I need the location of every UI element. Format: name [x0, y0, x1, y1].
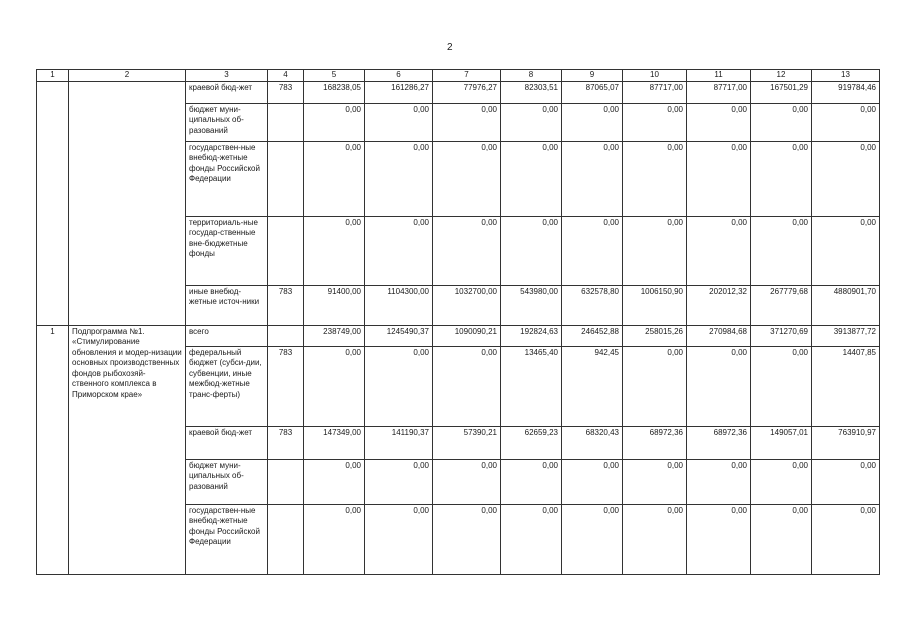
- column-header-6: 6: [365, 70, 433, 82]
- amount-cell-col-11: 202012,32: [687, 285, 751, 325]
- amount-cell-col-8: 62659,23: [501, 426, 562, 459]
- column-header-13: 13: [812, 70, 880, 82]
- column-header-5: 5: [304, 70, 365, 82]
- amount-cell-col-9: 632578,80: [562, 285, 623, 325]
- amount-cell-col-13: 14407,85: [812, 346, 880, 426]
- program-name-cell: Подпрограмма №1. «Стимулирование обновления и модер-низации основных производственных фондов рыбохозяй-ственного комплекса в Приморском крае»: [69, 325, 186, 574]
- budget-code-cell: [268, 325, 304, 346]
- amount-cell-col-13: 763910,97: [812, 426, 880, 459]
- amount-cell-col-13: 4880901,70: [812, 285, 880, 325]
- amount-cell-col-10: 68972,36: [623, 426, 687, 459]
- funding-source-cell: бюджет муни-ципальных об-разований: [186, 103, 268, 141]
- amount-cell-col-12: 371270,69: [751, 325, 812, 346]
- amount-cell-col-13: 919784,46: [812, 81, 880, 103]
- budget-code-cell: 783: [268, 426, 304, 459]
- funding-source-cell: всего: [186, 325, 268, 346]
- amount-cell-col-9: 942,45: [562, 346, 623, 426]
- table-header: [37, 70, 880, 82]
- funding-source-cell: федеральный бюджет (субси-дии, субвенции, иные межбюд-жетные транс-ферты): [186, 346, 268, 426]
- column-header-4: 4: [268, 70, 304, 82]
- amount-cell-col-12: 267779,68: [751, 285, 812, 325]
- amount-cell-col-12: 0,00: [751, 459, 812, 504]
- amount-cell-col-8: 82303,51: [501, 81, 562, 103]
- amount-cell-col-13: 3913877,72: [812, 325, 880, 346]
- budget-code-cell: 783: [268, 81, 304, 103]
- amount-cell-col-8: 543980,00: [501, 285, 562, 325]
- amount-cell-col-9: 0,00: [562, 459, 623, 504]
- amount-cell-col-7: 57390,21: [433, 426, 501, 459]
- row-number-cell: 1: [37, 325, 69, 574]
- amount-cell-col-9: 68320,43: [562, 426, 623, 459]
- amount-cell-col-5: 168238,05: [304, 81, 365, 103]
- amount-cell-col-6: 0,00: [365, 216, 433, 285]
- column-header-1: 1: [37, 70, 69, 82]
- amount-cell-col-6: 1104300,00: [365, 285, 433, 325]
- row-number-cell: [37, 81, 69, 325]
- budget-code-cell: [268, 141, 304, 216]
- amount-cell-col-8: 0,00: [501, 459, 562, 504]
- amount-cell-col-6: 1245490,37: [365, 325, 433, 346]
- amount-cell-col-12: 0,00: [751, 216, 812, 285]
- amount-cell-col-9: 246452,88: [562, 325, 623, 346]
- amount-cell-col-5: 0,00: [304, 346, 365, 426]
- amount-cell-col-8: 0,00: [501, 141, 562, 216]
- amount-cell-col-9: 0,00: [562, 103, 623, 141]
- column-header-11: 11: [687, 70, 751, 82]
- amount-cell-col-10: 258015,26: [623, 325, 687, 346]
- amount-cell-col-12: 0,00: [751, 103, 812, 141]
- amount-cell-col-7: 0,00: [433, 346, 501, 426]
- amount-cell-col-8: 0,00: [501, 216, 562, 285]
- amount-cell-col-6: 161286,27: [365, 81, 433, 103]
- amount-cell-col-10: 0,00: [623, 103, 687, 141]
- amount-cell-col-10: 0,00: [623, 504, 687, 574]
- amount-cell-col-9: 0,00: [562, 504, 623, 574]
- amount-cell-col-12: 0,00: [751, 141, 812, 216]
- page-number: 2: [447, 42, 453, 53]
- column-header-3: 3: [186, 70, 268, 82]
- column-header-8: 8: [501, 70, 562, 82]
- amount-cell-col-9: 87065,07: [562, 81, 623, 103]
- budget-code-cell: [268, 459, 304, 504]
- amount-cell-col-5: 147349,00: [304, 426, 365, 459]
- amount-cell-col-7: 0,00: [433, 141, 501, 216]
- amount-cell-col-5: 0,00: [304, 141, 365, 216]
- amount-cell-col-5: 0,00: [304, 216, 365, 285]
- amount-cell-col-6: 141190,37: [365, 426, 433, 459]
- amount-cell-col-7: 0,00: [433, 459, 501, 504]
- amount-cell-col-11: 0,00: [687, 459, 751, 504]
- funding-source-cell: краевой бюд-жет: [186, 81, 268, 103]
- budget-code-cell: 783: [268, 285, 304, 325]
- amount-cell-col-5: 0,00: [304, 504, 365, 574]
- amount-cell-col-8: 13465,40: [501, 346, 562, 426]
- amount-cell-col-13: 0,00: [812, 141, 880, 216]
- budget-code-cell: [268, 216, 304, 285]
- amount-cell-col-11: 0,00: [687, 216, 751, 285]
- amount-cell-col-11: 0,00: [687, 504, 751, 574]
- column-header-7: 7: [433, 70, 501, 82]
- amount-cell-col-8: 0,00: [501, 103, 562, 141]
- amount-cell-col-11: 68972,36: [687, 426, 751, 459]
- amount-cell-col-12: 0,00: [751, 504, 812, 574]
- amount-cell-col-8: 0,00: [501, 504, 562, 574]
- amount-cell-col-11: 87717,00: [687, 81, 751, 103]
- column-header-12: 12: [751, 70, 812, 82]
- program-name-cell: [69, 81, 186, 325]
- amount-cell-col-7: 1090090,21: [433, 325, 501, 346]
- amount-cell-col-10: 0,00: [623, 216, 687, 285]
- amount-cell-col-13: 0,00: [812, 504, 880, 574]
- table-body: [37, 81, 880, 574]
- amount-cell-col-6: 0,00: [365, 103, 433, 141]
- budget-code-cell: [268, 504, 304, 574]
- amount-cell-col-11: 0,00: [687, 346, 751, 426]
- amount-cell-col-13: 0,00: [812, 216, 880, 285]
- amount-cell-col-5: 0,00: [304, 459, 365, 504]
- funding-source-cell: государствен-ные внебюд-жетные фонды Российской Федерации: [186, 141, 268, 216]
- amount-cell-col-6: 0,00: [365, 459, 433, 504]
- amount-cell-col-7: 0,00: [433, 103, 501, 141]
- amount-cell-col-7: 77976,27: [433, 81, 501, 103]
- budget-table: [36, 69, 880, 575]
- amount-cell-col-6: 0,00: [365, 504, 433, 574]
- amount-cell-col-11: 270984,68: [687, 325, 751, 346]
- amount-cell-col-11: 0,00: [687, 103, 751, 141]
- amount-cell-col-5: 238749,00: [304, 325, 365, 346]
- funding-source-cell: государствен-ные внебюд-жетные фонды Российской Федерации: [186, 504, 268, 574]
- table-row: [37, 81, 880, 103]
- amount-cell-col-6: 0,00: [365, 346, 433, 426]
- budget-code-cell: 783: [268, 346, 304, 426]
- funding-source-cell: территориаль-ные государ-ственные вне-бюджетные фонды: [186, 216, 268, 285]
- header-row: [37, 70, 880, 82]
- amount-cell-col-13: 0,00: [812, 103, 880, 141]
- column-header-2: 2: [69, 70, 186, 82]
- amount-cell-col-12: 167501,29: [751, 81, 812, 103]
- amount-cell-col-6: 0,00: [365, 141, 433, 216]
- amount-cell-col-11: 0,00: [687, 141, 751, 216]
- amount-cell-col-13: 0,00: [812, 459, 880, 504]
- amount-cell-col-7: 1032700,00: [433, 285, 501, 325]
- column-header-9: 9: [562, 70, 623, 82]
- amount-cell-col-10: 0,00: [623, 459, 687, 504]
- funding-source-cell: бюджет муни-ципальных об-разований: [186, 459, 268, 504]
- funding-source-cell: краевой бюд-жет: [186, 426, 268, 459]
- column-header-10: 10: [623, 70, 687, 82]
- amount-cell-col-7: 0,00: [433, 216, 501, 285]
- amount-cell-col-8: 192824,63: [501, 325, 562, 346]
- amount-cell-col-10: 87717,00: [623, 81, 687, 103]
- table-row: [37, 325, 880, 346]
- amount-cell-col-7: 0,00: [433, 504, 501, 574]
- amount-cell-col-10: 0,00: [623, 141, 687, 216]
- amount-cell-col-5: 0,00: [304, 103, 365, 141]
- amount-cell-col-12: 0,00: [751, 346, 812, 426]
- amount-cell-col-10: 1006150,90: [623, 285, 687, 325]
- amount-cell-col-12: 149057,01: [751, 426, 812, 459]
- amount-cell-col-10: 0,00: [623, 346, 687, 426]
- amount-cell-col-5: 91400,00: [304, 285, 365, 325]
- budget-code-cell: [268, 103, 304, 141]
- funding-source-cell: иные внебюд-жетные источ-ники: [186, 285, 268, 325]
- amount-cell-col-9: 0,00: [562, 141, 623, 216]
- amount-cell-col-9: 0,00: [562, 216, 623, 285]
